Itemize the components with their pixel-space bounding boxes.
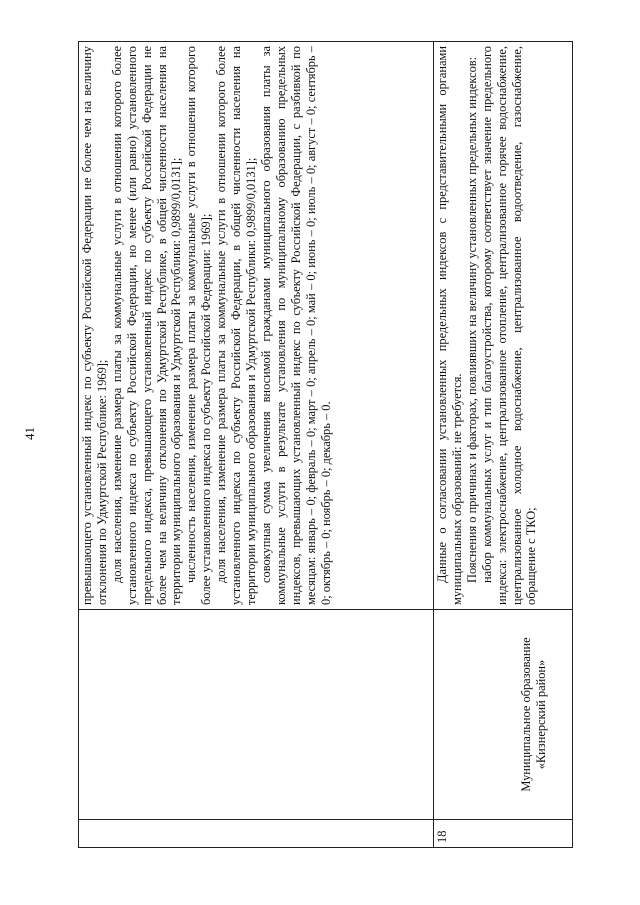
page-number: 41 [22,427,37,440]
paragraph: Пояснения о причинах и факторах, повлиявших на величину установленных предельных индексов: [464,56,479,583]
details-cell [79,42,434,610]
rotated-page [78,42,568,848]
paragraph: набор коммунальных услуг и тип благоустройства, которому соответствует значение предельного индекса: электроснабжение, централизованное отопление, централизованное горячее водоснабжение, централизованное холодное водоснабжение, централизованное водоотведение, газоснабжение, обращение с ТКО; [479,46,539,605]
details-cell [434,42,573,610]
table-row [79,42,434,848]
paragraph: Данные о согласовании установленных предельных индексов с представительными органами муниципальных образований: не требуется. [435,46,464,605]
municipality-name: Муниципальное образование «Кизнерский район» [519,637,548,792]
paragraph: совокупная сумма увеличения вносимой гражданами муниципального образования платы за коммунальные услуги в результате установления по муниципальному образованию предельных индексов, превышающих установленный индекс по субъекту Российской Федерации, с разбивкой по месяцам: январь – 0; февраль – 0; март – 0; апрель – 0; май – 0; июнь – 0; июль – 0; август – 0; сентябрь – 0; октябрь – 0; ноябрь – 0; декабрь – 0. [258,46,333,605]
paragraph: доля населения, изменение размера платы за коммунальные услуги в отношении которого более установленного индекса по субъекту Российской Федерации, но менее (или равно) установленного предельного индекса, превышающего установленный индекс по субъекту Российской Федерации не более чем на величину отклонения по Удмуртской Республике, в общей численности населения на территории муниципального образования и Удмуртской Республики: 0,9899/0,0131]; [109,46,184,605]
tariff-index-table [78,41,573,848]
municipality-cell [434,610,573,820]
paragraph: превышающего установленный индекс по субъекту Российской Федерации не более чем на величину отклонения по Удмуртской Республике: 1969]; [80,46,109,605]
municipality-cell [79,610,434,820]
paragraph: доля населения, изменение размера платы за коммунальные услуги в отношении которого более установленного индекса по субъекту Российской Федерации, в общей численности населения на территории муниципального образования и Удмуртской Республики: 0,9899/0,0131]; [214,46,258,605]
table-row [434,42,573,848]
row-number-cell: 18 [434,820,573,848]
paragraph: численность населения, изменение размера платы за коммунальные услуги в отношении которого более установленного индекса по субъекту Российской Федерации: 1969]; [184,46,214,605]
row-number-cell [79,820,434,848]
